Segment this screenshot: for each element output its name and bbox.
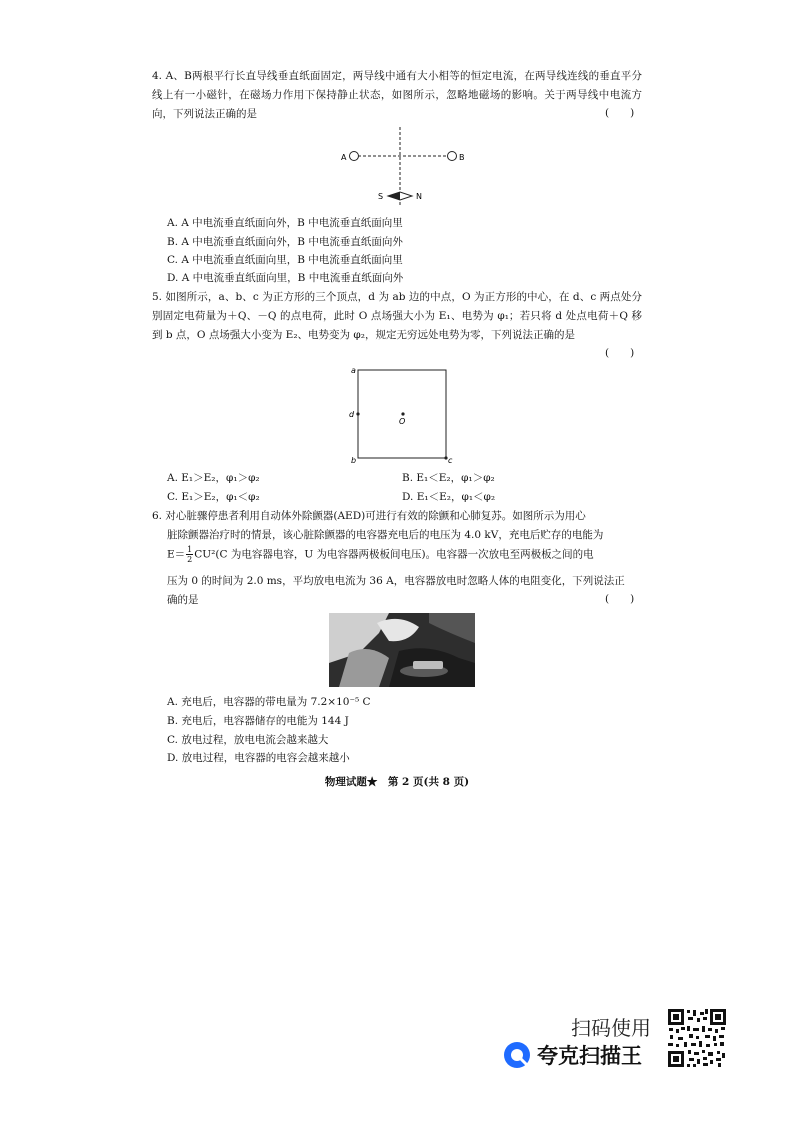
- q5-answer-paren: ( ): [605, 347, 635, 359]
- compass-n-label: N: [416, 192, 422, 201]
- q6-option-c: C. 放电过程，放电电流会越来越大: [167, 734, 329, 746]
- aed-photo-illustration: [329, 613, 475, 687]
- q6-line-3: [167, 545, 594, 565]
- compass-s-label: S: [378, 192, 384, 201]
- formula-fraction: [186, 545, 193, 564]
- q4-option-a: A. A 中电流垂直纸面向外，B 中电流垂直纸面向里: [167, 217, 403, 229]
- wire-a-circle: [350, 152, 359, 161]
- q5-option-b: B. E₁＜E₂，φ₁＞φ₂: [402, 472, 495, 484]
- formula-lhs: E＝: [167, 548, 186, 561]
- wire-a-label: A: [341, 153, 347, 162]
- q6-line-2: 脏除颤器治疗时的情景，该心脏除颤器的电容器充电后的电压为 4.0 kV，充电后贮存的电能为: [167, 529, 604, 541]
- scan-prompt: 扫码使用: [571, 1016, 651, 1040]
- q4-option-b: B. A 中电流垂直纸面向外，B 中电流垂直纸面向外: [167, 236, 403, 248]
- label-d: d: [349, 410, 355, 419]
- point-o: [401, 412, 404, 415]
- qr-code-icon[interactable]: [667, 1008, 727, 1068]
- q6-answer-paren: ( ): [605, 593, 635, 605]
- q6-line-1: 6. 对心脏骤停患者利用自动体外除颤器(AED)可进行有效的除颤和心肺复苏。如图所示为用心: [152, 510, 586, 522]
- formula-rest: CU²(C 为电容器电容，U 为电容器两极板间电压)。电容器一次放电至两极板之间的电: [194, 548, 594, 561]
- q4-figure: [330, 125, 480, 207]
- q6-option-b: B. 充电后，电容器储存的电能为 144 J: [167, 715, 349, 727]
- q4-stem: 4. A、B两根平行长直导线垂直纸面固定，两导线中通有大小相等的恒定电流，在两导线连线的垂直平分线上有一小磁针，在磁场力作用下保持静止状态，如图所示，忽略地磁场的影响。关于两导线中电流方向，下列说法正确的是: [152, 70, 642, 120]
- q5-stem: 5. 如图所示，a、b、c 为正方形的三个顶点，d 为 ab 边的中点，O 为正方形的中心，在 d、c 两点处分别固定电荷量为＋Q、－Q 的点电荷，此时 O 点场强大小为 E₁、电势为 φ₁；若只将 d 处点电荷＋Q 移到 b 点，O 点场强大小变为 E₂、电势变为 φ₂，规定无穷远处电势为零，下列说法正确的是: [152, 291, 642, 341]
- q4-option-d: D. A 中电流垂直纸面向里，B 中电流垂直纸面向外: [167, 272, 404, 284]
- brand-name: 夸克扫描王: [537, 1044, 642, 1068]
- label-c: c: [448, 456, 453, 465]
- q5-option-a: A. E₁＞E₂，φ₁＞φ₂: [167, 472, 260, 484]
- label-b: b: [351, 456, 357, 465]
- point-d: [356, 412, 359, 415]
- q4-answer-paren: ( ): [605, 107, 635, 119]
- fraction-denominator: 2: [187, 555, 193, 564]
- quark-logo-icon: [503, 1041, 531, 1069]
- q6-option-a: A. 充电后，电容器的带电量为 7.2×10⁻⁵ C: [167, 696, 371, 708]
- fraction-numerator: 1: [187, 545, 193, 554]
- q5-figure: [345, 362, 460, 467]
- aed-photo: [329, 613, 475, 687]
- label-a: a: [351, 366, 356, 375]
- page-footer: 物理试题★ 第 2 页(共 8 页): [324, 776, 470, 788]
- wire-b-circle: [448, 152, 457, 161]
- q4-option-c: C. A 中电流垂直纸面向里，B 中电流垂直纸面向里: [167, 254, 403, 266]
- q6-line-5: 确的是: [167, 594, 199, 606]
- q5-option-c: C. E₁＞E₂，φ₁＜φ₂: [167, 491, 260, 503]
- wire-b-label: B: [459, 153, 465, 162]
- q6-line-4: 压为 0 的时间为 2.0 ms，平均放电电流为 36 A，电容器放电时忽略人体的电阻变化，下列说法正: [167, 575, 625, 587]
- brand-logo: [503, 1040, 642, 1070]
- q5-option-d: D. E₁＜E₂，φ₁＜φ₂: [402, 491, 496, 503]
- q6-option-d: D. 放电过程，电容器的电容会越来越小: [167, 752, 350, 764]
- compass-needle-s-half: [388, 192, 400, 200]
- label-o: O: [399, 417, 406, 426]
